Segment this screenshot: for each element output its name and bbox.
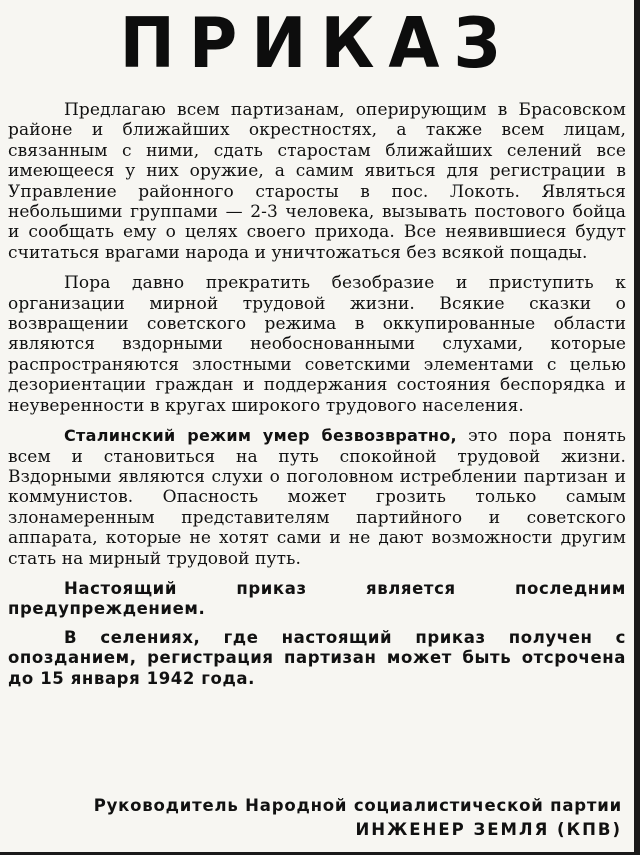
paragraph-final-warning: Настоящий приказ является последним предупреждением. [8, 578, 626, 619]
signature-name: ИНЖЕНЕР ЗЕМЛЯ (КПВ) [355, 820, 622, 839]
document-title: ПРИКАЗ [119, 3, 515, 84]
paragraph-stalin-regime-rest: это пора понять всем и становиться на путь спокойной трудовой жизни. Вздорными являются слухи о поголовном истреблении партизан и коммунистов. Опасность может грозить только самым злонамеренным представителям партийного и советского аппарата, которые не хотят сами и не дают возможности другим стать на мирный трудовой путь. [8, 426, 626, 569]
paragraph-stalin-regime [8, 426, 626, 569]
paragraph-peaceful-life: Пора давно прекратить безобразие и приступить к организации мирной трудовой жизни. Всякие сказки о возвращении советского режима в оккупированные области являются вздорными необоснованными слухами, которые распространяются злостными советскими элементами с целью дезориентации граждан и поддержания состояния беспорядка и неуверенности в кругах широкого трудового населения. [8, 273, 626, 416]
paragraph-deadline: В селениях, где настоящий приказ получен с опозданием, регистрация партизан может быть отсрочена до 15 января 1942 года. [8, 627, 626, 688]
document-body [8, 100, 626, 689]
paragraph-registration-order: Предлагаю всем партизанам, оперирующим в Брасовском районе и ближайших окрестностях, а также всем лицам, связанным с ними, сдать старостам ближайших селений все имеющееся у них оружие, а самим явиться для регистрации в Управление районного старосты в пос. Локоть. Являться небольшими группами — 2-3 человека, вызывать постового бойца и сообщать ему о целях своего прихода. Все неявившиеся будут считаться врагами народа и уничтожаться без всякой пощады. [8, 100, 626, 263]
signature-position: Руководитель Народной социалистической партии [93, 796, 622, 815]
signature-block [8, 794, 622, 842]
paragraph-stalin-regime-lead: Сталинский режим умер безвозвратно, [64, 426, 457, 446]
